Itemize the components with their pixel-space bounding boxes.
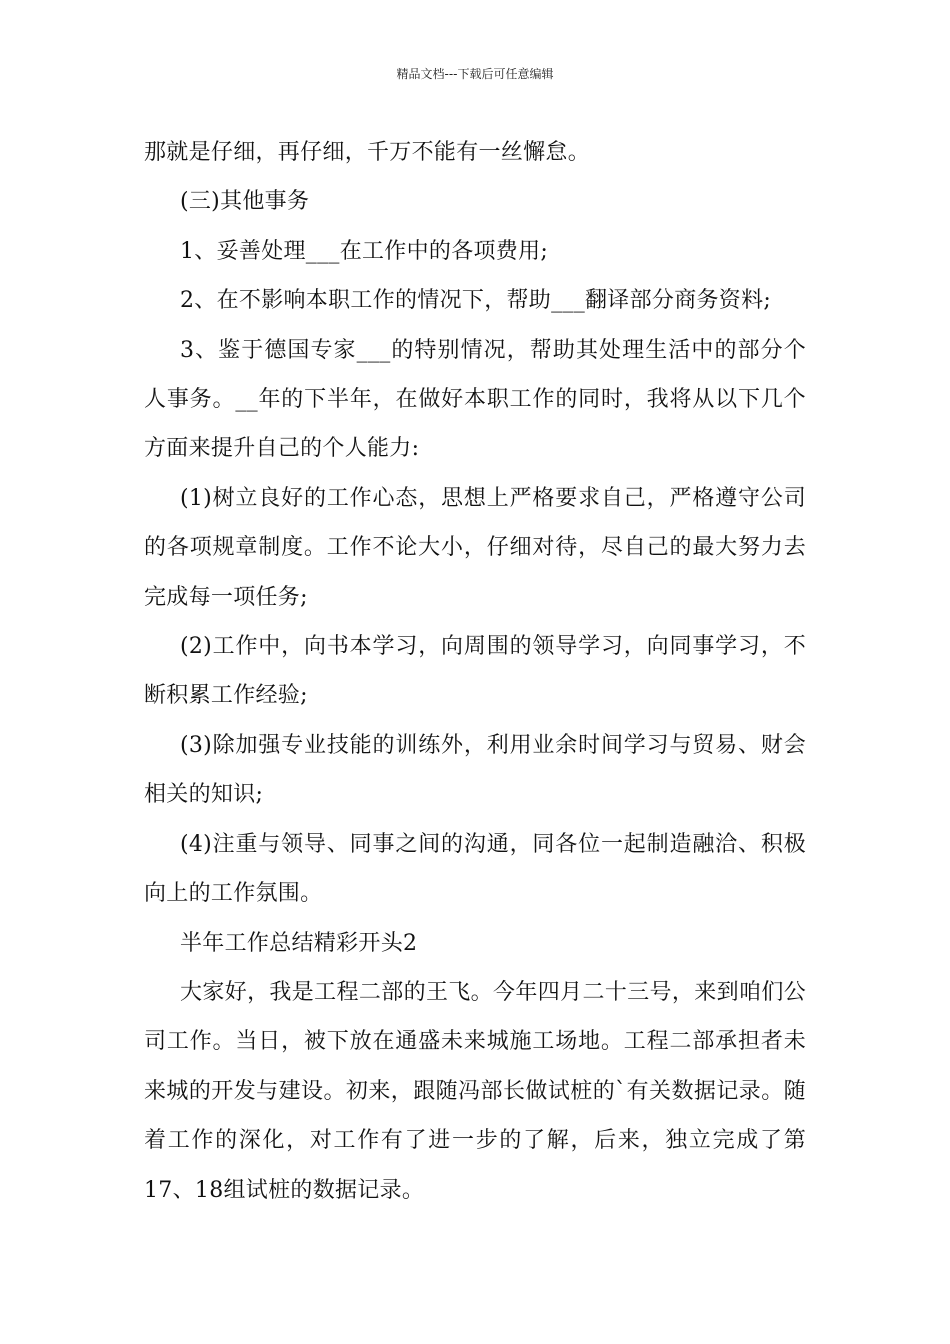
list-item: 1、妥善处理___在工作中的各项费用; bbox=[180, 238, 549, 264]
section-heading-other-affairs: (三)其他事务 bbox=[180, 189, 310, 215]
paragraph: 那就是仔细，再仔细，千万不能有一丝懈怠。 bbox=[144, 140, 591, 165]
list-item: 2、在不影响本职工作的情况下，帮助___翻译部分商务资料; bbox=[180, 288, 772, 314]
list-item: (4)注重与领导、同事之间的沟通，同各位一起制造融洽、积极向上的工作氛围。 bbox=[144, 831, 806, 907]
list-item: (1)树立良好的工作心态，思想上严格要求自己，严格遵守公司的各项规章制度。工作不论大小，仔细对待，尽自己的最大努力去完成每一项任务; bbox=[144, 485, 806, 610]
list-item: (2)工作中，向书本学习，向周围的领导学习，向同事学习，不断积累工作经验; bbox=[144, 634, 806, 709]
document-body bbox=[144, 128, 806, 1215]
paragraph: 大家好，我是工程二部的王飞。今年四月二十三号，来到咱们公司工作。当日，被下放在通盛未来城施工场地。工程二部承担者未来城的开发与建设。初来，跟随冯部长做试桩的`有关数据记录。随着工作的深化，对工作有了进一步的了解，后来，独立完成了第17、18组试桩的数据记录。 bbox=[144, 979, 806, 1203]
list-item: 3、鉴于德国专家___的特别情况，帮助其处理生活中的部分个人事务。__年的下半年，在做好本职工作的同时，我将从以下几个方面来提升自己的个人能力: bbox=[144, 337, 806, 462]
section-heading: 半年工作总结精彩开头2 bbox=[180, 930, 418, 956]
list-item: (3)除加强专业技能的训练外，利用业余时间学习与贸易、财会相关的知识; bbox=[144, 732, 806, 808]
page-header: 精品文档---下载后可任意编辑 bbox=[396, 67, 554, 81]
